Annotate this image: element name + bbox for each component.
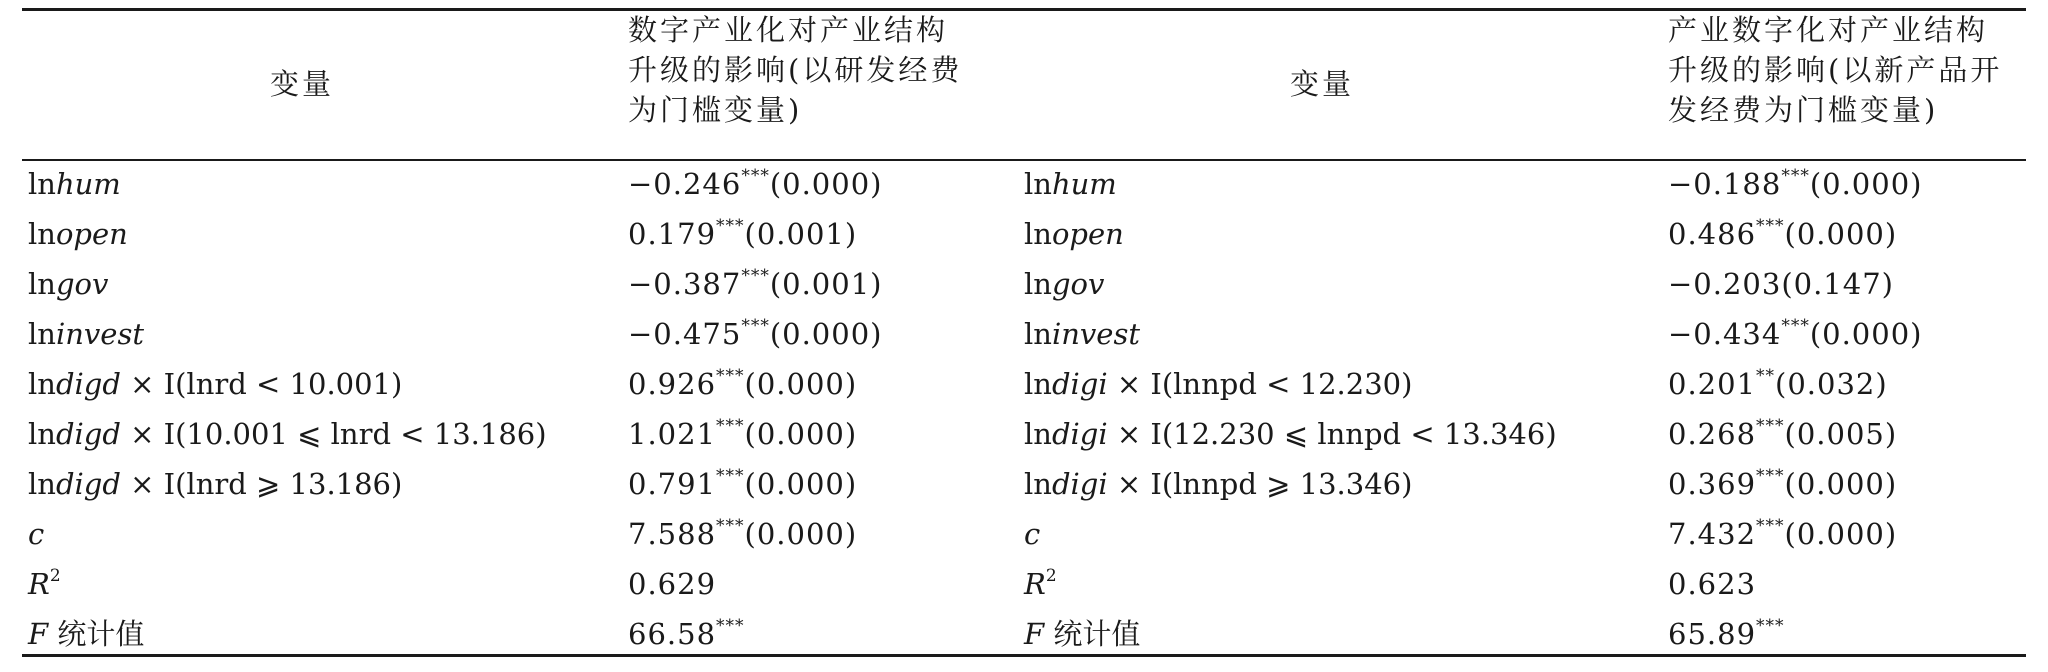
variable-prefix: ln bbox=[28, 417, 56, 451]
row-effect-right bbox=[1668, 314, 1922, 354]
row-effect-right bbox=[1668, 164, 1922, 204]
coefficient: 0.629 bbox=[628, 567, 717, 601]
header-effect-right-line-2: 升级的影响(以新产品开 bbox=[1668, 53, 2003, 87]
coefficient: −0.475 bbox=[628, 317, 742, 351]
row-variable-left bbox=[28, 514, 44, 554]
coefficient: −0.387 bbox=[628, 267, 742, 301]
row-effect-left bbox=[628, 214, 857, 254]
variable-suffix: 统计值 bbox=[1044, 617, 1141, 651]
coefficient: 7.588 bbox=[628, 517, 717, 551]
superscript: 2 bbox=[1045, 566, 1057, 586]
header-effect-left-line-1: 数字产业化对产业结构 bbox=[628, 13, 949, 47]
row-variable-right bbox=[1024, 264, 1104, 304]
p-value: (0.001) bbox=[744, 217, 858, 251]
variable-name: invest bbox=[55, 317, 144, 351]
header-effect-right-line-1: 产业数字化对产业结构 bbox=[1668, 13, 1989, 47]
header-effect-right-line-3: 发经费为门槛变量) bbox=[1668, 93, 1939, 127]
significance-stars: *** bbox=[1756, 216, 1785, 236]
row-variable-right bbox=[1024, 514, 1040, 554]
coefficient: 7.432 bbox=[1668, 517, 1757, 551]
variable-name: c bbox=[28, 517, 45, 551]
row-effect-right bbox=[1668, 214, 1897, 254]
row-variable-right bbox=[1024, 414, 1557, 454]
coefficient: −0.434 bbox=[1668, 317, 1782, 351]
row-variable-left bbox=[28, 214, 128, 254]
significance-stars: *** bbox=[1756, 616, 1785, 636]
variable-prefix: ln bbox=[1024, 267, 1052, 301]
row-effect-right bbox=[1668, 514, 1897, 554]
p-value: (0.032) bbox=[1775, 367, 1888, 401]
p-value: (0.005) bbox=[1784, 417, 1898, 451]
variable-suffix: × I(10.001 ⩽ lnrd < 13.186) bbox=[120, 417, 547, 451]
row-variable-left bbox=[28, 464, 402, 504]
row-variable-right bbox=[1024, 364, 1412, 404]
row-effect-right bbox=[1668, 264, 1894, 304]
row-effect-left bbox=[628, 514, 857, 554]
variable-suffix: × I(lnnpd ⩾ 13.346) bbox=[1107, 467, 1413, 501]
variable-prefix: ln bbox=[1024, 367, 1052, 401]
variable-name: invest bbox=[1051, 317, 1140, 351]
row-variable-right bbox=[1024, 614, 1140, 654]
coefficient: 0.369 bbox=[1668, 467, 1757, 501]
variable-name: R bbox=[1024, 567, 1046, 601]
significance-stars: *** bbox=[741, 316, 770, 336]
row-variable-right bbox=[1024, 564, 1057, 604]
p-value: (0.000) bbox=[1784, 467, 1898, 501]
row-variable-left bbox=[28, 414, 547, 454]
p-value: (0.000) bbox=[769, 167, 883, 201]
significance-stars: ** bbox=[1756, 366, 1776, 386]
row-effect-left bbox=[628, 614, 745, 654]
row-effect-right bbox=[1668, 564, 1756, 604]
superscript: 2 bbox=[49, 566, 61, 586]
variable-name: digd bbox=[55, 367, 121, 401]
variable-name: digi bbox=[1051, 467, 1108, 501]
row-effect-right bbox=[1668, 414, 1897, 454]
significance-stars: *** bbox=[716, 466, 745, 486]
coefficient: 0.268 bbox=[1668, 417, 1757, 451]
significance-stars: *** bbox=[1781, 316, 1810, 336]
variable-prefix: ln bbox=[1024, 467, 1052, 501]
coefficient: 0.179 bbox=[628, 217, 717, 251]
variable-name: R bbox=[28, 567, 50, 601]
coefficient: −0.203 bbox=[1668, 267, 1782, 301]
variable-prefix: ln bbox=[1024, 217, 1052, 251]
significance-stars: *** bbox=[1781, 166, 1810, 186]
significance-stars: *** bbox=[716, 366, 745, 386]
row-variable-right bbox=[1024, 314, 1140, 354]
variable-prefix: ln bbox=[28, 217, 56, 251]
p-value: (0.000) bbox=[769, 317, 883, 351]
row-effect-left bbox=[628, 414, 857, 454]
row-effect-right bbox=[1668, 614, 1785, 654]
significance-stars: *** bbox=[741, 266, 770, 286]
variable-name: digd bbox=[55, 417, 121, 451]
header-effect-right bbox=[1668, 10, 2002, 130]
variable-name: digd bbox=[55, 467, 121, 501]
coefficient: 0.623 bbox=[1668, 567, 1757, 601]
p-value: (0.000) bbox=[744, 467, 858, 501]
variable-name: digi bbox=[1051, 367, 1108, 401]
significance-stars: *** bbox=[1756, 416, 1785, 436]
row-variable-left bbox=[28, 164, 121, 204]
p-value: (0.000) bbox=[744, 417, 858, 451]
variable-name: open bbox=[1051, 217, 1124, 251]
row-variable-left bbox=[28, 564, 61, 604]
variable-name: hum bbox=[55, 167, 121, 201]
row-variable-left bbox=[28, 614, 144, 654]
coefficient: 0.201 bbox=[1668, 367, 1757, 401]
row-variable-right bbox=[1024, 164, 1117, 204]
table-bottom-rule bbox=[22, 654, 2026, 657]
variable-name: hum bbox=[1051, 167, 1117, 201]
p-value: (0.000) bbox=[1784, 517, 1898, 551]
row-effect-left bbox=[628, 264, 882, 304]
row-effect-right bbox=[1668, 464, 1897, 504]
row-effect-left bbox=[628, 364, 857, 404]
variable-name: F bbox=[28, 617, 49, 651]
row-effect-left bbox=[628, 164, 882, 204]
p-value: (0.000) bbox=[1784, 217, 1898, 251]
p-value: (0.000) bbox=[1809, 317, 1923, 351]
header-variable-left: 变量 bbox=[270, 67, 335, 101]
variable-name: F bbox=[1024, 617, 1045, 651]
p-value: (0.001) bbox=[769, 267, 883, 301]
coefficient: 65.89 bbox=[1668, 617, 1757, 651]
variable-suffix: × I(12.230 ⩽ lnnpd < 13.346) bbox=[1107, 417, 1557, 451]
variable-suffix: × I(lnnpd < 12.230) bbox=[1107, 367, 1413, 401]
coefficient: 0.791 bbox=[628, 467, 717, 501]
variable-prefix: ln bbox=[28, 467, 56, 501]
coefficient: 66.58 bbox=[628, 617, 717, 651]
row-effect-left bbox=[628, 464, 857, 504]
p-value: (0.000) bbox=[1809, 167, 1923, 201]
significance-stars: *** bbox=[1756, 466, 1785, 486]
row-effect-left bbox=[628, 314, 882, 354]
significance-stars: *** bbox=[716, 416, 745, 436]
row-effect-right bbox=[1668, 364, 1888, 404]
row-variable-right bbox=[1024, 464, 1412, 504]
variable-name: gov bbox=[55, 267, 109, 301]
p-value: (0.000) bbox=[744, 367, 858, 401]
significance-stars: *** bbox=[741, 166, 770, 186]
variable-prefix: ln bbox=[1024, 167, 1052, 201]
row-variable-left bbox=[28, 364, 402, 404]
header-effect-left bbox=[628, 10, 962, 130]
coefficient: 1.021 bbox=[628, 417, 717, 451]
coefficient: −0.246 bbox=[628, 167, 742, 201]
variable-prefix: ln bbox=[1024, 317, 1052, 351]
significance-stars: *** bbox=[716, 516, 745, 536]
header-effect-left-line-3: 为门槛变量) bbox=[628, 93, 803, 127]
header-variable-right: 变量 bbox=[1290, 67, 1355, 101]
p-value: (0.147) bbox=[1781, 267, 1894, 301]
row-variable-left bbox=[28, 264, 108, 304]
row-variable-right bbox=[1024, 214, 1124, 254]
variable-suffix: 统计值 bbox=[48, 617, 145, 651]
coefficient: −0.188 bbox=[1668, 167, 1782, 201]
row-variable-left bbox=[28, 314, 144, 354]
variable-prefix: ln bbox=[28, 167, 56, 201]
variable-prefix: ln bbox=[28, 317, 56, 351]
variable-prefix: ln bbox=[28, 267, 56, 301]
variable-name: open bbox=[55, 217, 128, 251]
table-header-rule bbox=[22, 159, 2026, 161]
coefficient: 0.926 bbox=[628, 367, 717, 401]
variable-prefix: ln bbox=[28, 367, 56, 401]
p-value: (0.000) bbox=[744, 517, 858, 551]
variable-suffix: × I(lnrd < 10.001) bbox=[120, 367, 403, 401]
variable-prefix: ln bbox=[1024, 417, 1052, 451]
significance-stars: *** bbox=[1756, 516, 1785, 536]
significance-stars: *** bbox=[716, 216, 745, 236]
significance-stars: *** bbox=[716, 616, 745, 636]
row-effect-left bbox=[628, 564, 716, 604]
coefficient: 0.486 bbox=[1668, 217, 1757, 251]
variable-name: digi bbox=[1051, 417, 1108, 451]
variable-name: gov bbox=[1051, 267, 1105, 301]
header-effect-left-line-2: 升级的影响(以研发经费 bbox=[628, 53, 963, 87]
variable-name: c bbox=[1024, 517, 1041, 551]
variable-suffix: × I(lnrd ⩾ 13.186) bbox=[120, 467, 403, 501]
